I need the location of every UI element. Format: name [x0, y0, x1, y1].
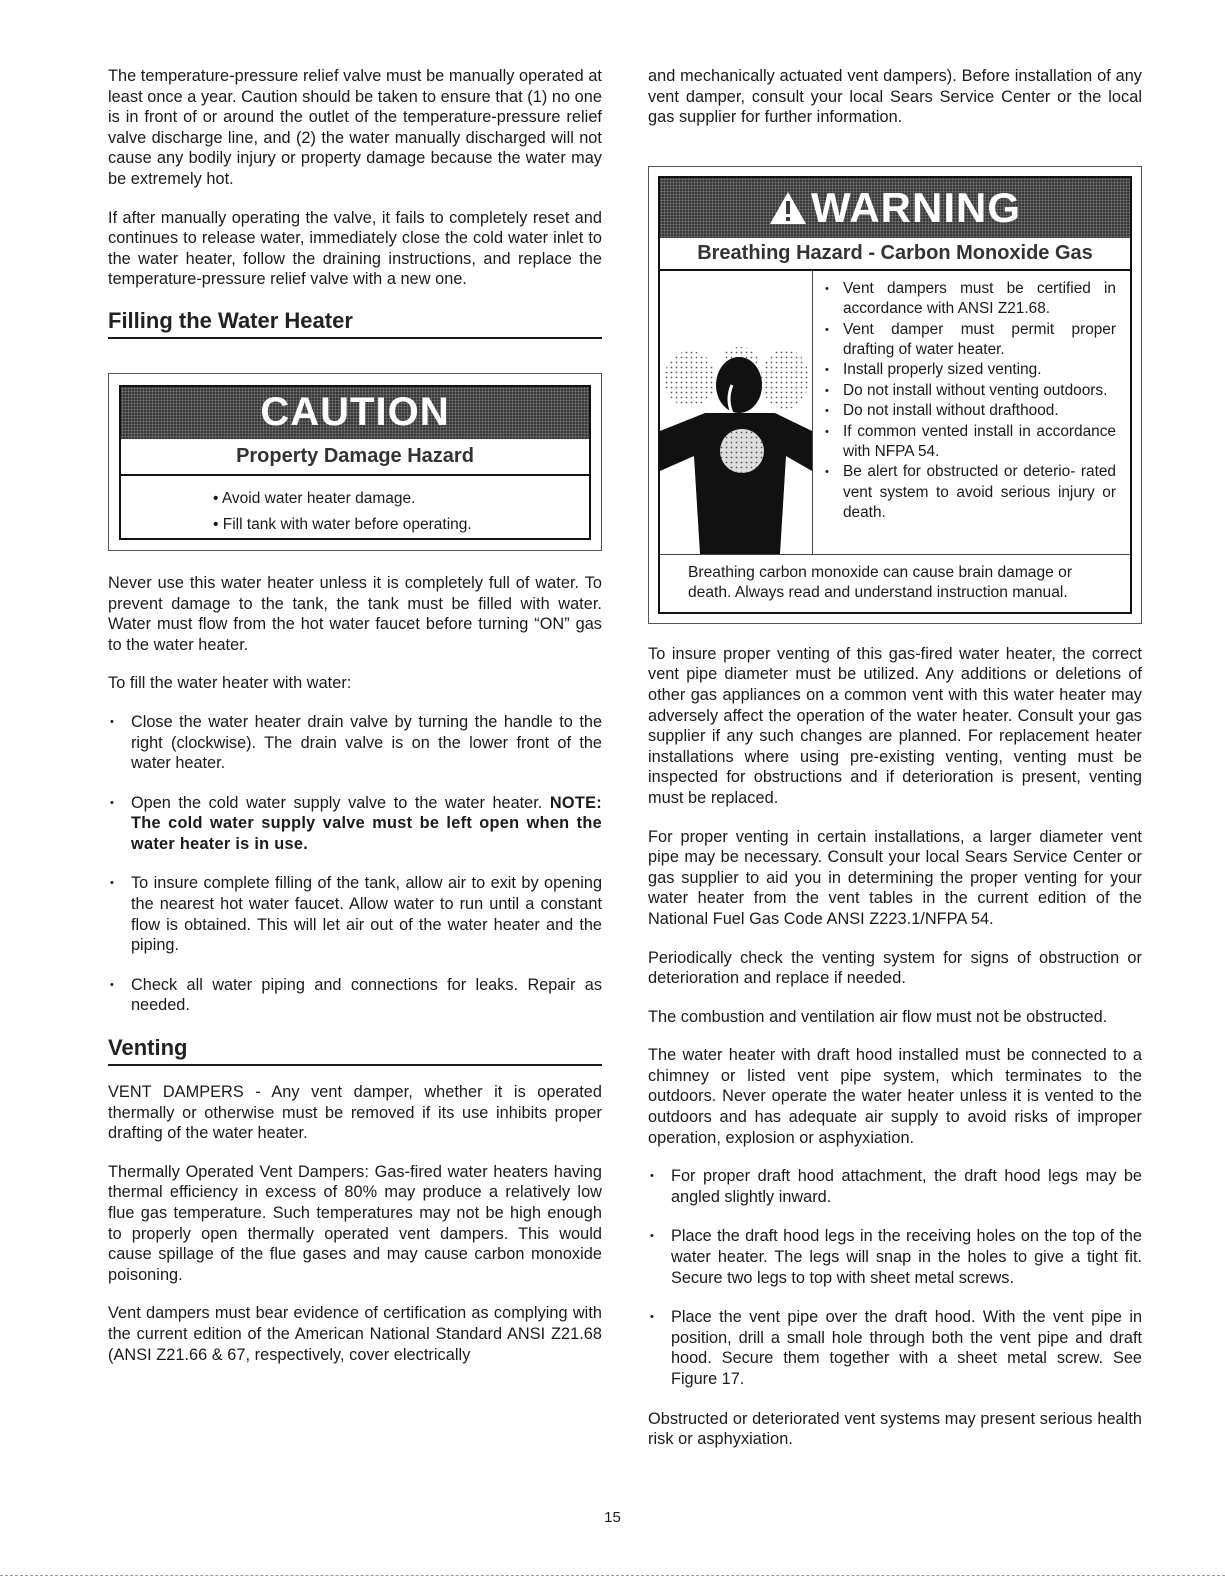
caution-list: [121, 486, 589, 538]
vent-diameter-paragraph: To insure proper venting of this gas-fired water heater, the correct vent pipe diameter must be utilized. Any additions or deletions of other gas appliances on a common vent with this water heater may adversely affect the operation of the water heater. Consult your gas supplier if any such changes are planned. For replacement heater installations where using pre-existing venting, venting must be inspected for obstructions and if deterioration is present, venting must be replaced.: [648, 644, 1142, 807]
page-number: 15: [604, 1509, 621, 1526]
list-item: • Install properly sized venting.: [823, 360, 1116, 380]
list-item: • Check all water piping and connections for leaks. Repair as needed.: [108, 975, 602, 1016]
warning-footer: Breathing carbon monoxide can cause brain damage or death. Always read and understand instruction manual.: [688, 563, 1073, 602]
certification-paragraph: Vent dampers must bear evidence of certification as complying with the current edition of the American National Standard ANSI Z21.68 (ANSI Z21.66 & 67, respectively, cover electrically: [108, 1304, 602, 1364]
note-text: NOTE: The cold water supply valve must be left open when the water heater is in use.: [131, 793, 602, 853]
list-item: [108, 793, 602, 855]
list-item: • Place the vent pipe over the draft hood. With the vent pipe in position, drill a small hole through both the vent pipe and draft hood. Secure them together with a sheet metal screw. See Figure 17.: [648, 1307, 1142, 1389]
list-item: • For proper draft hood attachment, the draft hood legs may be angled slightly inward.: [648, 1166, 1142, 1207]
right-column: [648, 66, 1142, 1468]
thermal-dampers-paragraph: Thermally Operated Vent Dampers: Gas-fired water heaters having thermal efficiency in excess of 80% may produce a relatively low flue gas temperature. Such temperatures may not be high enough to properly open thermally operated vent dampers. This would cause spillage of the flue gases and may cause carbon monoxide poisoning.: [108, 1162, 602, 1284]
warning-triangle-icon: [769, 191, 807, 225]
warning-label: [648, 166, 1142, 624]
larger-vent-paragraph: For proper venting in certain installations, a larger diameter vent pipe may be necessary. Consult your local Sears Service Center or gas supplier to aid you in determining the proper venting for your water heater from the vent tables in the current edition of the National Fuel Gas Code ANSI Z223.1/NFPA 54.: [648, 827, 1142, 928]
list-item: • Avoid water heater damage.: [213, 489, 416, 507]
footer-divider: [0, 1575, 1225, 1576]
list-item: • Be alert for obstructed or deterio- rated vent system to avoid serious injury or death.: [823, 462, 1116, 523]
draft-hood-paragraph: The water heater with draft hood installed must be connected to a chimney or listed vent pipe system, which terminates to the outdoors. Never operate the water heater unless it is vented to the outdoors and has adequate air supply to avoid risks of improper operation, explosion or asphyxiation.: [648, 1046, 1142, 1147]
dampers-continued-paragraph: and mechanically actuated vent dampers). Before installation of any vent damper, consult your local Sears Service Center or the local gas supplier for further information.: [648, 67, 1142, 127]
air-flow-paragraph: The combustion and ventilation air flow must not be obstructed.: [648, 1007, 1108, 1026]
list-item: • Do not install without drafthood.: [823, 401, 1116, 421]
valve-reset-paragraph: If after manually operating the valve, it fails to completely reset and continues to release water, immediately close the cold water inlet to the water heater, follow the draining instructions, and replace the temperature-pressure relief valve with a new one.: [108, 208, 602, 289]
warning-signal-band: [660, 178, 1130, 238]
step-text: Open the cold water supply valve to the water heater.: [131, 793, 543, 812]
full-of-water-paragraph: Never use this water heater unless it is completely full of water. To prevent damage to the tank, the tank must be filled with water. Water must flow from the hot water faucet before turning “ON” gas to the water heater.: [108, 573, 602, 654]
health-risk-paragraph: Obstructed or deteriorated vent systems may present serious health risk or asphyxiation.: [648, 1409, 1142, 1449]
gas-inhalation-figure-icon: [660, 271, 812, 554]
warning-signal-word: WARNING: [811, 183, 1021, 231]
list-item: • Place the draft hood legs in the receiving holes on the top of the water heater. The legs will snap in the holes to give a tight fit. Secure two legs to top with sheet metal screws.: [648, 1226, 1142, 1288]
list-item: • Vent damper must permit proper drafting of water heater.: [823, 320, 1116, 361]
list-item: • Do not install without venting outdoors.: [823, 381, 1116, 401]
relief-valve-paragraph: The temperature-pressure relief valve must be manually operated at least once a year. Caution should be taken to ensure that (1) no one is in front of or around the outlet of the temperature-pressure relief valve discharge line, and (2) the water manually discharged will not cause any bodily injury or property damage because the water may be extremely hot.: [108, 67, 602, 188]
caution-label: [108, 373, 602, 551]
fill-intro-paragraph: To fill the water heater with water:: [108, 674, 352, 693]
fill-steps-list: [108, 712, 602, 1016]
list-item: • Fill tank with water before operating.: [213, 515, 472, 533]
filling-heading: Filling the Water Heater: [108, 308, 602, 339]
list-item: • To insure complete filling of the tank, allow air to exit by opening the nearest hot water faucet. Allow water to run until a constant flow is obtained. This will let air out of the water heater and the piping.: [108, 873, 602, 955]
caution-hazard-title: Property Damage Hazard: [121, 439, 589, 476]
periodic-check-paragraph: Periodically check the venting system for signs of obstruction or deterioration and replace if needed.: [648, 948, 1142, 988]
list-item: • Close the water heater drain valve by turning the handle to the right (clockwise). The drain valve is on the lower front of the water heater.: [108, 712, 602, 774]
caution-signal-word: CAUTION: [121, 387, 589, 439]
list-item: • If common vented install in accordance with NFPA 54.: [823, 422, 1116, 463]
list-item: • Vent dampers must be certified in accordance with ANSI Z21.68.: [823, 279, 1116, 320]
draft-hood-steps-list: [648, 1166, 1142, 1389]
left-column: [108, 66, 602, 1383]
venting-heading: Venting: [108, 1035, 602, 1066]
warning-list: [813, 279, 1130, 554]
vent-dampers-paragraph: VENT DAMPERS - Any vent damper, whether it is operated thermally or otherwise must be removed if its use inhibits proper drafting of the water heater.: [108, 1083, 602, 1143]
warning-hazard-title: Breathing Hazard - Carbon Monoxide Gas: [660, 238, 1130, 271]
